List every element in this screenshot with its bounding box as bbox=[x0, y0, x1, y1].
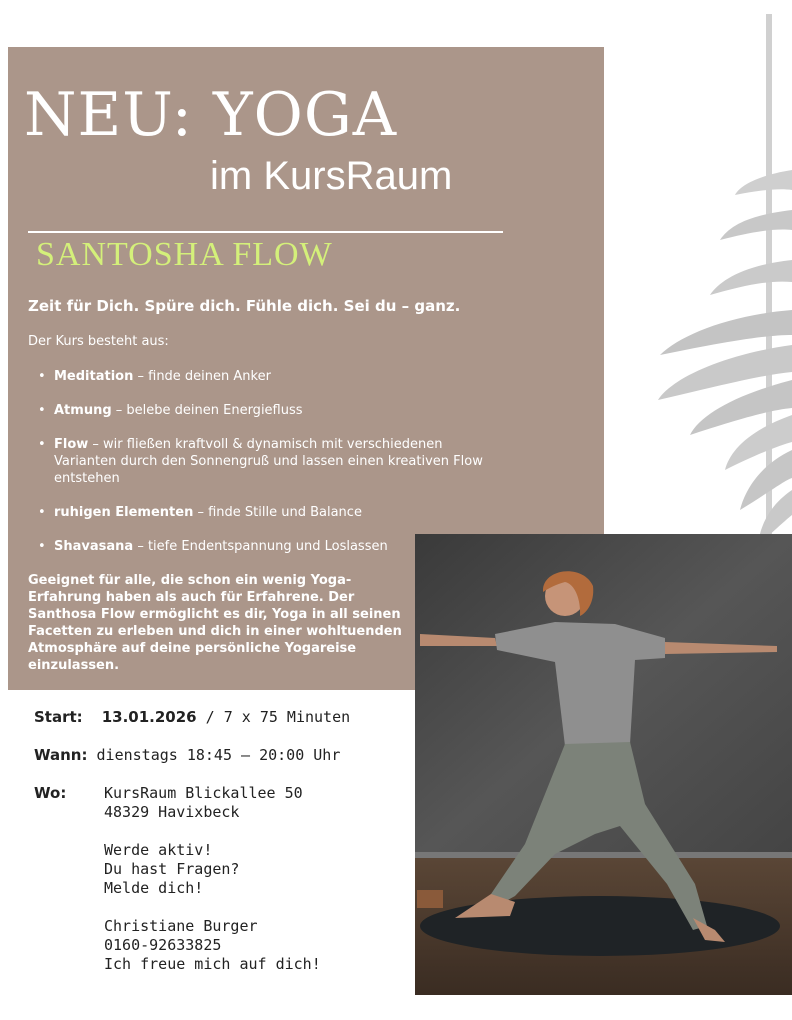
cta-block bbox=[104, 841, 239, 898]
course-name: SANTOSHA FLOW bbox=[36, 236, 333, 273]
start-details: / 7 x 75 Minuten bbox=[196, 708, 351, 726]
address-block bbox=[104, 784, 303, 822]
when-row bbox=[34, 746, 340, 765]
contact-block bbox=[104, 917, 321, 974]
bullet-icon: • bbox=[38, 539, 46, 554]
item-title: ruhigen Elementen bbox=[54, 505, 194, 520]
cta-line: Werde aktiv! bbox=[104, 841, 213, 859]
address-line: 48329 Havixbeck bbox=[104, 803, 240, 821]
item-title: Flow bbox=[54, 437, 89, 452]
start-row bbox=[34, 708, 350, 727]
closing-line: Ich freue mich auf dich! bbox=[104, 955, 321, 973]
start-label: Start: bbox=[34, 708, 83, 726]
start-date: 13.01.2026 bbox=[101, 708, 197, 726]
list-item bbox=[38, 436, 508, 487]
yoga-photo bbox=[415, 534, 792, 995]
tagline: Zeit für Dich. Spüre dich. Fühle dich. Sei du – ganz. bbox=[28, 297, 461, 315]
palm-leaf-decoration bbox=[640, 10, 792, 550]
page-title: NEU: YOGA bbox=[24, 80, 398, 150]
item-text: – finde deinen Anker bbox=[133, 369, 271, 384]
bullet-icon: • bbox=[38, 437, 46, 452]
cta-line: Du hast Fragen? bbox=[104, 860, 240, 878]
when-value: dienstags 18:45 – 20:00 Uhr bbox=[87, 746, 341, 764]
list-item bbox=[38, 504, 518, 521]
bullet-icon: • bbox=[38, 403, 46, 418]
page-subtitle: im KursRaum bbox=[210, 154, 453, 198]
course-description: Geeignet für alle, die schon ein wenig Yoga-Erfahrung haben als auch für Erfahrene. Der Santhosa Flow ermöglicht es dir, Yoga in all seinen Facetten zu erleben und dich in einer wohltuenden Atmosphäre auf deine persönliche Yogareise einzulassen. bbox=[28, 573, 402, 673]
course-intro: Der Kurs besteht aus: bbox=[28, 334, 169, 349]
contact-name: Christiane Burger bbox=[104, 917, 258, 935]
item-title: Atmung bbox=[54, 403, 112, 418]
item-title: Shavasana bbox=[54, 539, 134, 554]
bullet-icon: • bbox=[38, 505, 46, 520]
list-item bbox=[38, 368, 518, 385]
list-item bbox=[38, 402, 518, 419]
where-label: Wo: bbox=[34, 784, 67, 802]
contact-phone: 0160-92633825 bbox=[104, 936, 222, 954]
list-item bbox=[38, 538, 428, 555]
item-text: – tiefe Endentspannung und Loslassen bbox=[133, 539, 388, 554]
where-row bbox=[34, 784, 66, 803]
bullet-icon: • bbox=[38, 369, 46, 384]
title-divider bbox=[28, 231, 503, 233]
item-title: Meditation bbox=[54, 369, 134, 384]
when-label: Wann: bbox=[34, 746, 88, 764]
item-text: – finde Stille und Balance bbox=[193, 505, 362, 520]
address-line: KursRaum Blickallee 50 bbox=[104, 784, 303, 802]
cta-line: Melde dich! bbox=[104, 879, 204, 897]
item-text: – belebe deinen Energiefluss bbox=[111, 403, 303, 418]
item-text: – wir fließen kraftvoll & dynamisch mit verschiedenen Varianten durch den Sonnengruß und lassen einen kreativen Flow entstehen bbox=[54, 437, 483, 486]
